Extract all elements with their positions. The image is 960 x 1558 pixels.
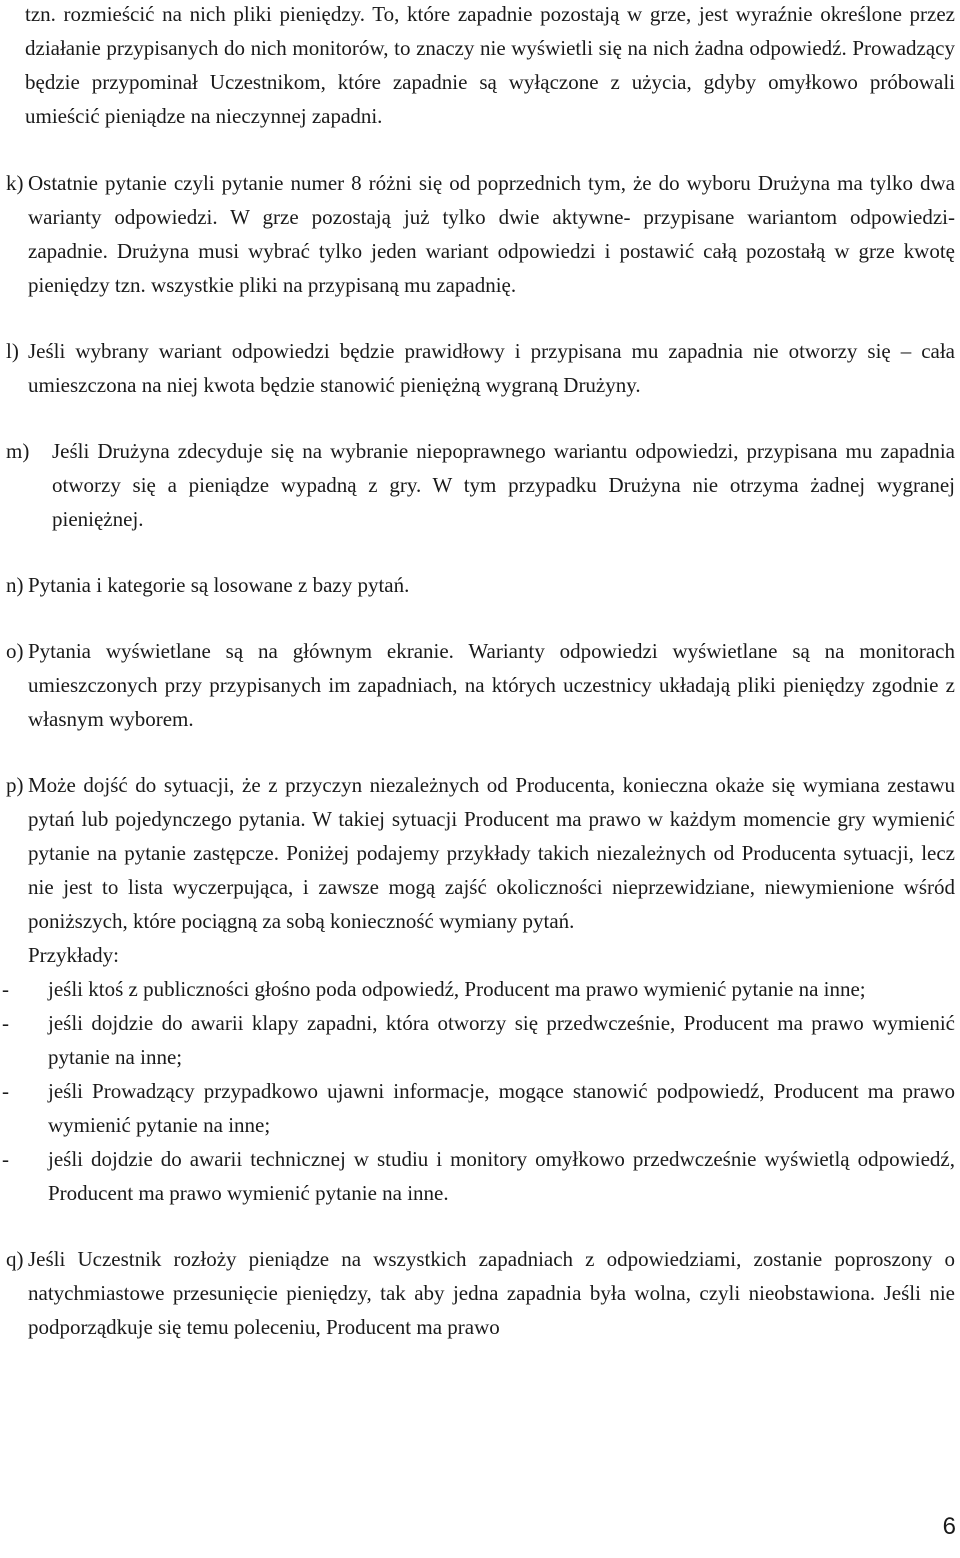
list-item-o [6,634,955,736]
item-label: p) [6,773,24,797]
bullet-dash: - [2,1079,9,1103]
item-label: l) [6,339,19,363]
item-label: k) [6,171,24,195]
item-text: Jeśli Uczestnik rozłoży pieniądze na wszystkich zapadniach z odpowiedziami, zostanie poproszony o natychmiastowe przesunięcie pieniędzy, tak aby jedna zapadnia była wolna, czyli nieobstawiona. Jeśli nie podporządkuje się temu poleceniu, Producent ma prawo [28,1247,955,1339]
bullet-dash: - [2,977,9,1001]
document-page [2,0,955,1376]
examples-list [2,972,955,1210]
page-number: 6 [942,1513,956,1540]
item-label: n) [6,573,24,597]
list-item-l [6,334,955,402]
item-label: m) [6,439,30,463]
list-item-p [2,768,955,1210]
example-text: jeśli Prowadzący przypadkowo ujawni informacje, mogące stanowić podpowiedź, Producent ma prawo wymienić pytanie na inne; [48,1079,955,1137]
example-item [2,1006,955,1074]
item-text: Pytania i kategorie są losowane z bazy pytań. [28,573,410,597]
list-item-m [6,434,955,536]
item-text: Jeśli Drużyna zdecyduje się na wybranie niepoprawnego wariantu odpowiedzi, przypisana mu zapadnia otworzy się a pieniądze wypadną z gry. W tym przypadku Drużyna nie otrzyma żadnej wygranej pieniężnej. [52,439,955,531]
item-label: o) [6,639,24,663]
example-text: jeśli ktoś z publiczności głośno poda odpowiedź, Producent ma prawo wymienić pytanie na inne; [48,977,866,1001]
example-text: jeśli dojdzie do awarii klapy zapadni, która otworzy się przedwcześnie, Producent ma prawo wymienić pytanie na inne; [48,1011,955,1069]
example-item [2,1142,955,1210]
example-item [2,1074,955,1142]
item-text: Pytania wyświetlane są na głównym ekranie. Warianty odpowiedzi wyświetlane są na monitorach umieszczonych przy przypisanych im zapadniach, na których uczestnicy układają pliki pieniędzy zgodnie z własnym wyborem. [28,639,955,731]
list-item-n [6,568,955,602]
example-text: jeśli dojdzie do awarii technicznej w studiu i monitory omyłkowo przedwcześnie wyświetlą odpowiedź, Producent ma prawo wymienić pytanie na inne. [48,1147,955,1205]
example-item [2,972,955,1006]
examples-heading: Przykłady: [28,943,119,967]
item-label: q) [6,1247,24,1271]
item-text: Może dojść do sytuacji, że z przyczyn niezależnych od Producenta, konieczna okaże się wymiana zestawu pytań lub pojedynczego pytania. W takiej sytuacji Producent ma prawo w każdym momencie gry wymienić pytanie na pytanie zastępcze. Poniżej podajemy przykłady takich niezależnych od Producenta sytuacji, lecz nie jest to lista wyczerpująca, i zawsze mogą zajść okoliczności nieprzewidziane, niewymienione wśród poniższych, które pociągną za sobą konieczność wymiany pytań. [28,773,955,933]
list-item-k [6,166,955,302]
bullet-dash: - [2,1011,9,1035]
bullet-dash: - [2,1147,9,1171]
intro-paragraph: tzn. rozmieścić na nich pliki pieniędzy. To, które zapadnie pozostają w grze, jest wyraźnie określone przez działanie przypisanych do nich monitorów, to znaczy nie wyświetli się na nich żadna odpowiedź. Prowadzący będzie przypominał Uczestnikom, które zapadnie są wyłączone z użycia, gdyby omyłkowo próbowali umieścić pieniądze na nieczynnej zapadni. [25,2,955,128]
list-item-q [6,1242,955,1344]
item-text: Ostatnie pytanie czyli pytanie numer 8 różni się od poprzednich tym, że do wyboru Drużyna ma tylko dwa warianty odpowiedzi. W grze pozostają już tylko dwie aktywne- przypisane wariantom odpowiedzi- zapadnie. Drużyna musi wybrać tylko jeden wariant odpowiedzi i postawić całą pozostałą w grze kwotę pieniędzy tzn. wszystkie pliki na przypisaną mu zapadnię. [28,171,955,297]
item-text: Jeśli wybrany wariant odpowiedzi będzie prawidłowy i przypisana mu zapadnia nie otworzy się – cała umieszczona na niej kwota będzie stanowić pieniężną wygraną Drużyny. [28,339,955,397]
